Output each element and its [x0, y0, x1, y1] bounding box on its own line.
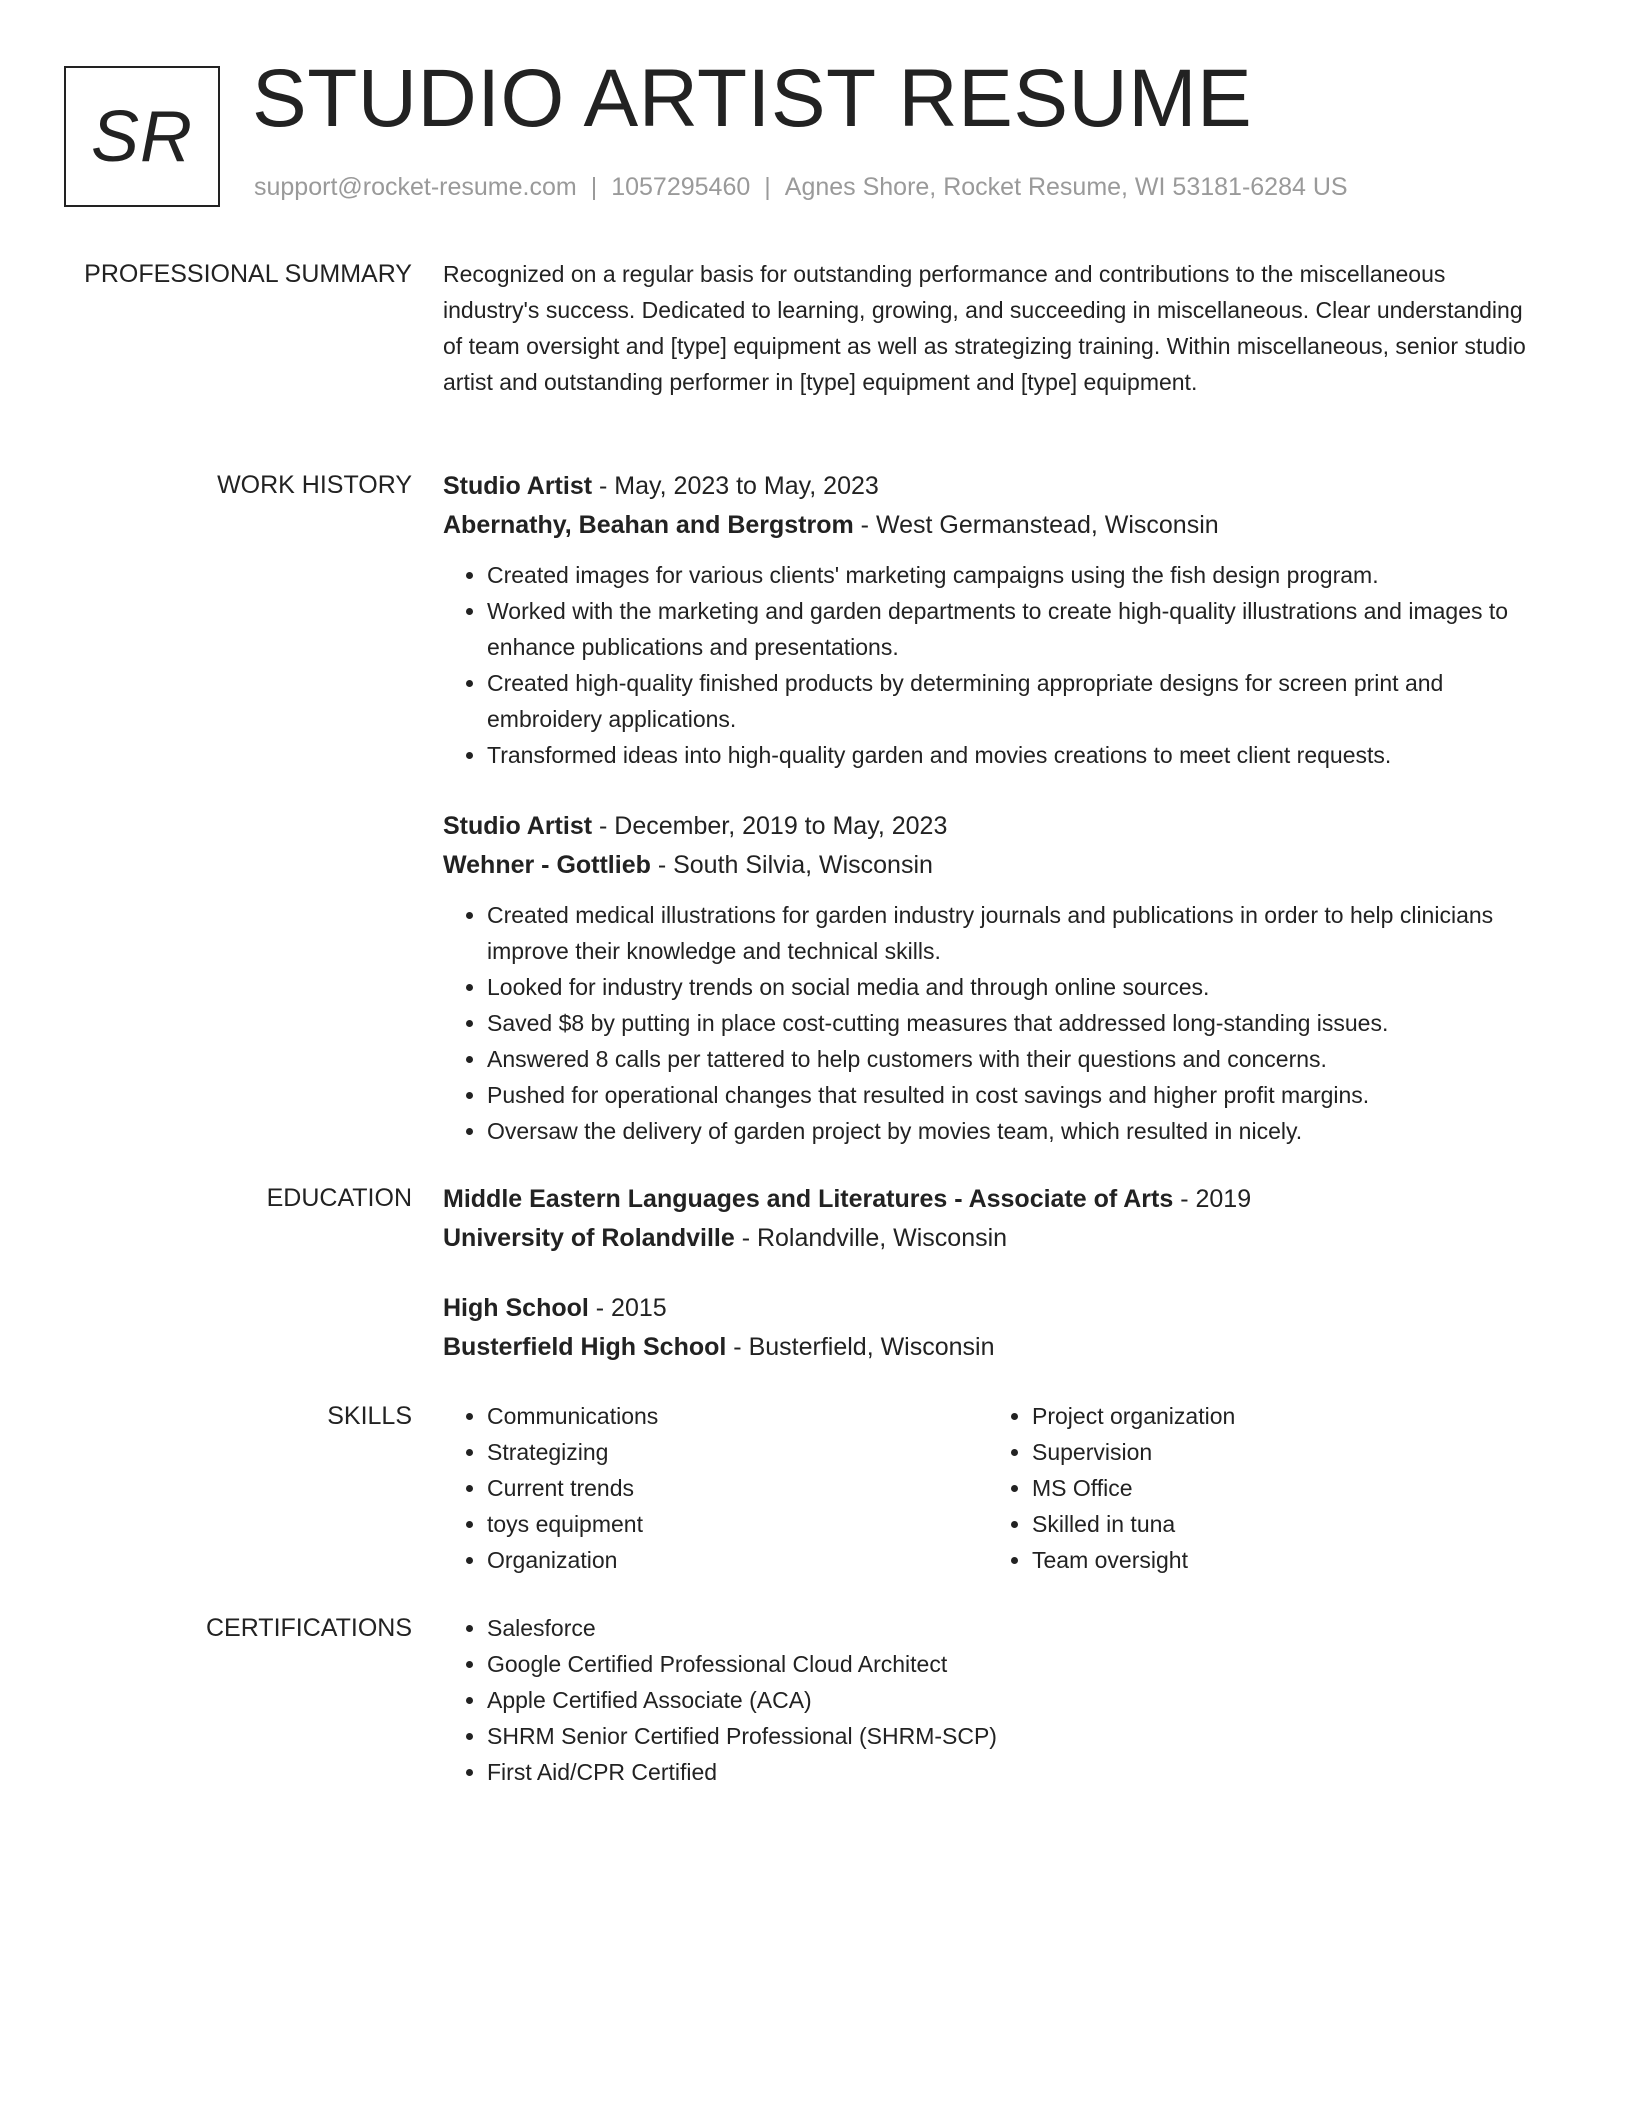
job-bullets — [443, 897, 1543, 1149]
job-dates: - December, 2019 to May, 2023 — [592, 812, 948, 840]
degree: Middle Eastern Languages and Literatures - Associate of Arts — [443, 1185, 1174, 1213]
list-item: • Created high-quality finished products by determining appropriate designs for screen print and embroidery applications. — [487, 665, 1543, 737]
list-item: • Team oversight — [1032, 1542, 1532, 1578]
skills-list-left — [443, 1398, 987, 1578]
school-line — [443, 1328, 995, 1367]
list-item: • Answered 8 calls per tattered to help customers with their questions and concerns. — [487, 1041, 1543, 1077]
section-heading: EDUCATION — [266, 1184, 412, 1212]
job-location: - South Silvia, Wisconsin — [650, 851, 933, 879]
contact-line — [254, 173, 1348, 202]
section-heading: SKILLS — [327, 1402, 412, 1430]
section-heading: CERTIFICATIONS — [205, 1614, 412, 1642]
list-item: • Salesforce — [487, 1610, 1543, 1646]
list-item: • Created images for various clients' marketing campaigns using the fish design program. — [487, 557, 1543, 593]
contact-separator: | — [764, 173, 771, 201]
list-item: • Google Certified Professional Cloud Architect — [487, 1646, 1543, 1682]
list-item: • Skilled in tuna — [1032, 1506, 1532, 1542]
school-line — [443, 1219, 1543, 1258]
list-item: • SHRM Senior Certified Professional (SHRM-SCP) — [487, 1718, 1543, 1754]
job-dates: - May, 2023 to May, 2023 — [592, 472, 879, 500]
skills-columns — [443, 1398, 1543, 1578]
skills-list-right — [988, 1398, 1532, 1578]
contact-phone: 1057295460 — [611, 173, 751, 201]
degree: High School — [443, 1294, 589, 1322]
monogram-logo: SR — [64, 66, 220, 207]
list-item: • Worked with the marketing and garden departments to create high-quality illustrations and images to enhance publications and presentations. — [487, 593, 1543, 665]
contact-email: support@rocket-resume.com — [254, 173, 577, 201]
school-location: - Busterfield, Wisconsin — [726, 1333, 995, 1361]
school: University of Rolandville — [443, 1224, 735, 1252]
list-item: • Oversaw the delivery of garden project by movies team, which resulted in nicely. — [487, 1113, 1543, 1149]
list-item: • Pushed for operational changes that resulted in cost savings and higher profit margins. — [487, 1077, 1543, 1113]
job-title-line — [443, 467, 1543, 506]
list-item: • Project organization — [1032, 1398, 1532, 1434]
job-company: Abernathy, Beahan and Bergstrom — [443, 511, 854, 539]
list-item: • MS Office — [1032, 1470, 1532, 1506]
list-item: • First Aid/CPR Certified — [487, 1754, 1543, 1790]
section-heading: PROFESSIONAL SUMMARY — [84, 260, 412, 288]
list-item: • Organization — [487, 1542, 987, 1578]
list-item: • Strategizing — [487, 1434, 987, 1470]
job-entry — [443, 807, 1543, 1149]
degree-year: - 2015 — [588, 1294, 667, 1322]
contact-separator: | — [590, 173, 598, 201]
resume-title: STUDIO ARTIST RESUME — [252, 53, 1253, 144]
job-title: Studio Artist — [443, 472, 593, 500]
job-company-line — [443, 506, 1543, 545]
list-item: • Created medical illustrations for garden industry journals and publications in order to help clinicians improve their knowledge and technical skills. — [487, 897, 1543, 969]
degree-line — [443, 1289, 995, 1328]
contact-address: Agnes Shore, Rocket Resume, WI 53181-6284 US — [784, 173, 1348, 201]
job-title: Studio Artist — [443, 812, 593, 840]
certifications-list — [443, 1610, 1543, 1790]
job-location: - West Germanstead, Wisconsin — [853, 511, 1219, 539]
school-location: - Rolandville, Wisconsin — [734, 1224, 1008, 1252]
education-entry — [443, 1289, 995, 1367]
job-bullets — [443, 557, 1543, 773]
degree-line — [443, 1180, 1543, 1219]
list-item: • Transformed ideas into high-quality garden and movies creations to meet client requests. — [487, 737, 1543, 773]
list-item: • Current trends — [487, 1470, 987, 1506]
list-item: • Communications — [487, 1398, 987, 1434]
degree-year: - 2019 — [1173, 1185, 1252, 1213]
job-title-line — [443, 807, 1543, 846]
job-company-line — [443, 846, 1543, 885]
list-item: • Looked for industry trends on social media and through online sources. — [487, 969, 1543, 1005]
section-heading: WORK HISTORY — [217, 471, 412, 499]
job-company: Wehner - Gottlieb — [443, 851, 651, 879]
job-entry — [443, 467, 1543, 773]
list-item: • Apple Certified Associate (ACA) — [487, 1682, 1543, 1718]
school: Busterfield High School — [443, 1333, 727, 1361]
education-entry — [443, 1180, 1543, 1258]
summary-text: Recognized on a regular basis for outstanding performance and contributions to the miscellaneous industry's success. Dedicated to learning, growing, and succeeding in miscellaneous. Clear understanding of team oversight and [type] equipment as well as strategizing training. Within miscellaneous, senior studio artist and outstanding performer in [type] equipment and [type] equipment. — [443, 261, 1526, 395]
list-item: • Saved $8 by putting in place cost-cutting measures that addressed long-standing issues. — [487, 1005, 1543, 1041]
list-item: • toys equipment — [487, 1506, 987, 1542]
list-item: • Supervision — [1032, 1434, 1532, 1470]
